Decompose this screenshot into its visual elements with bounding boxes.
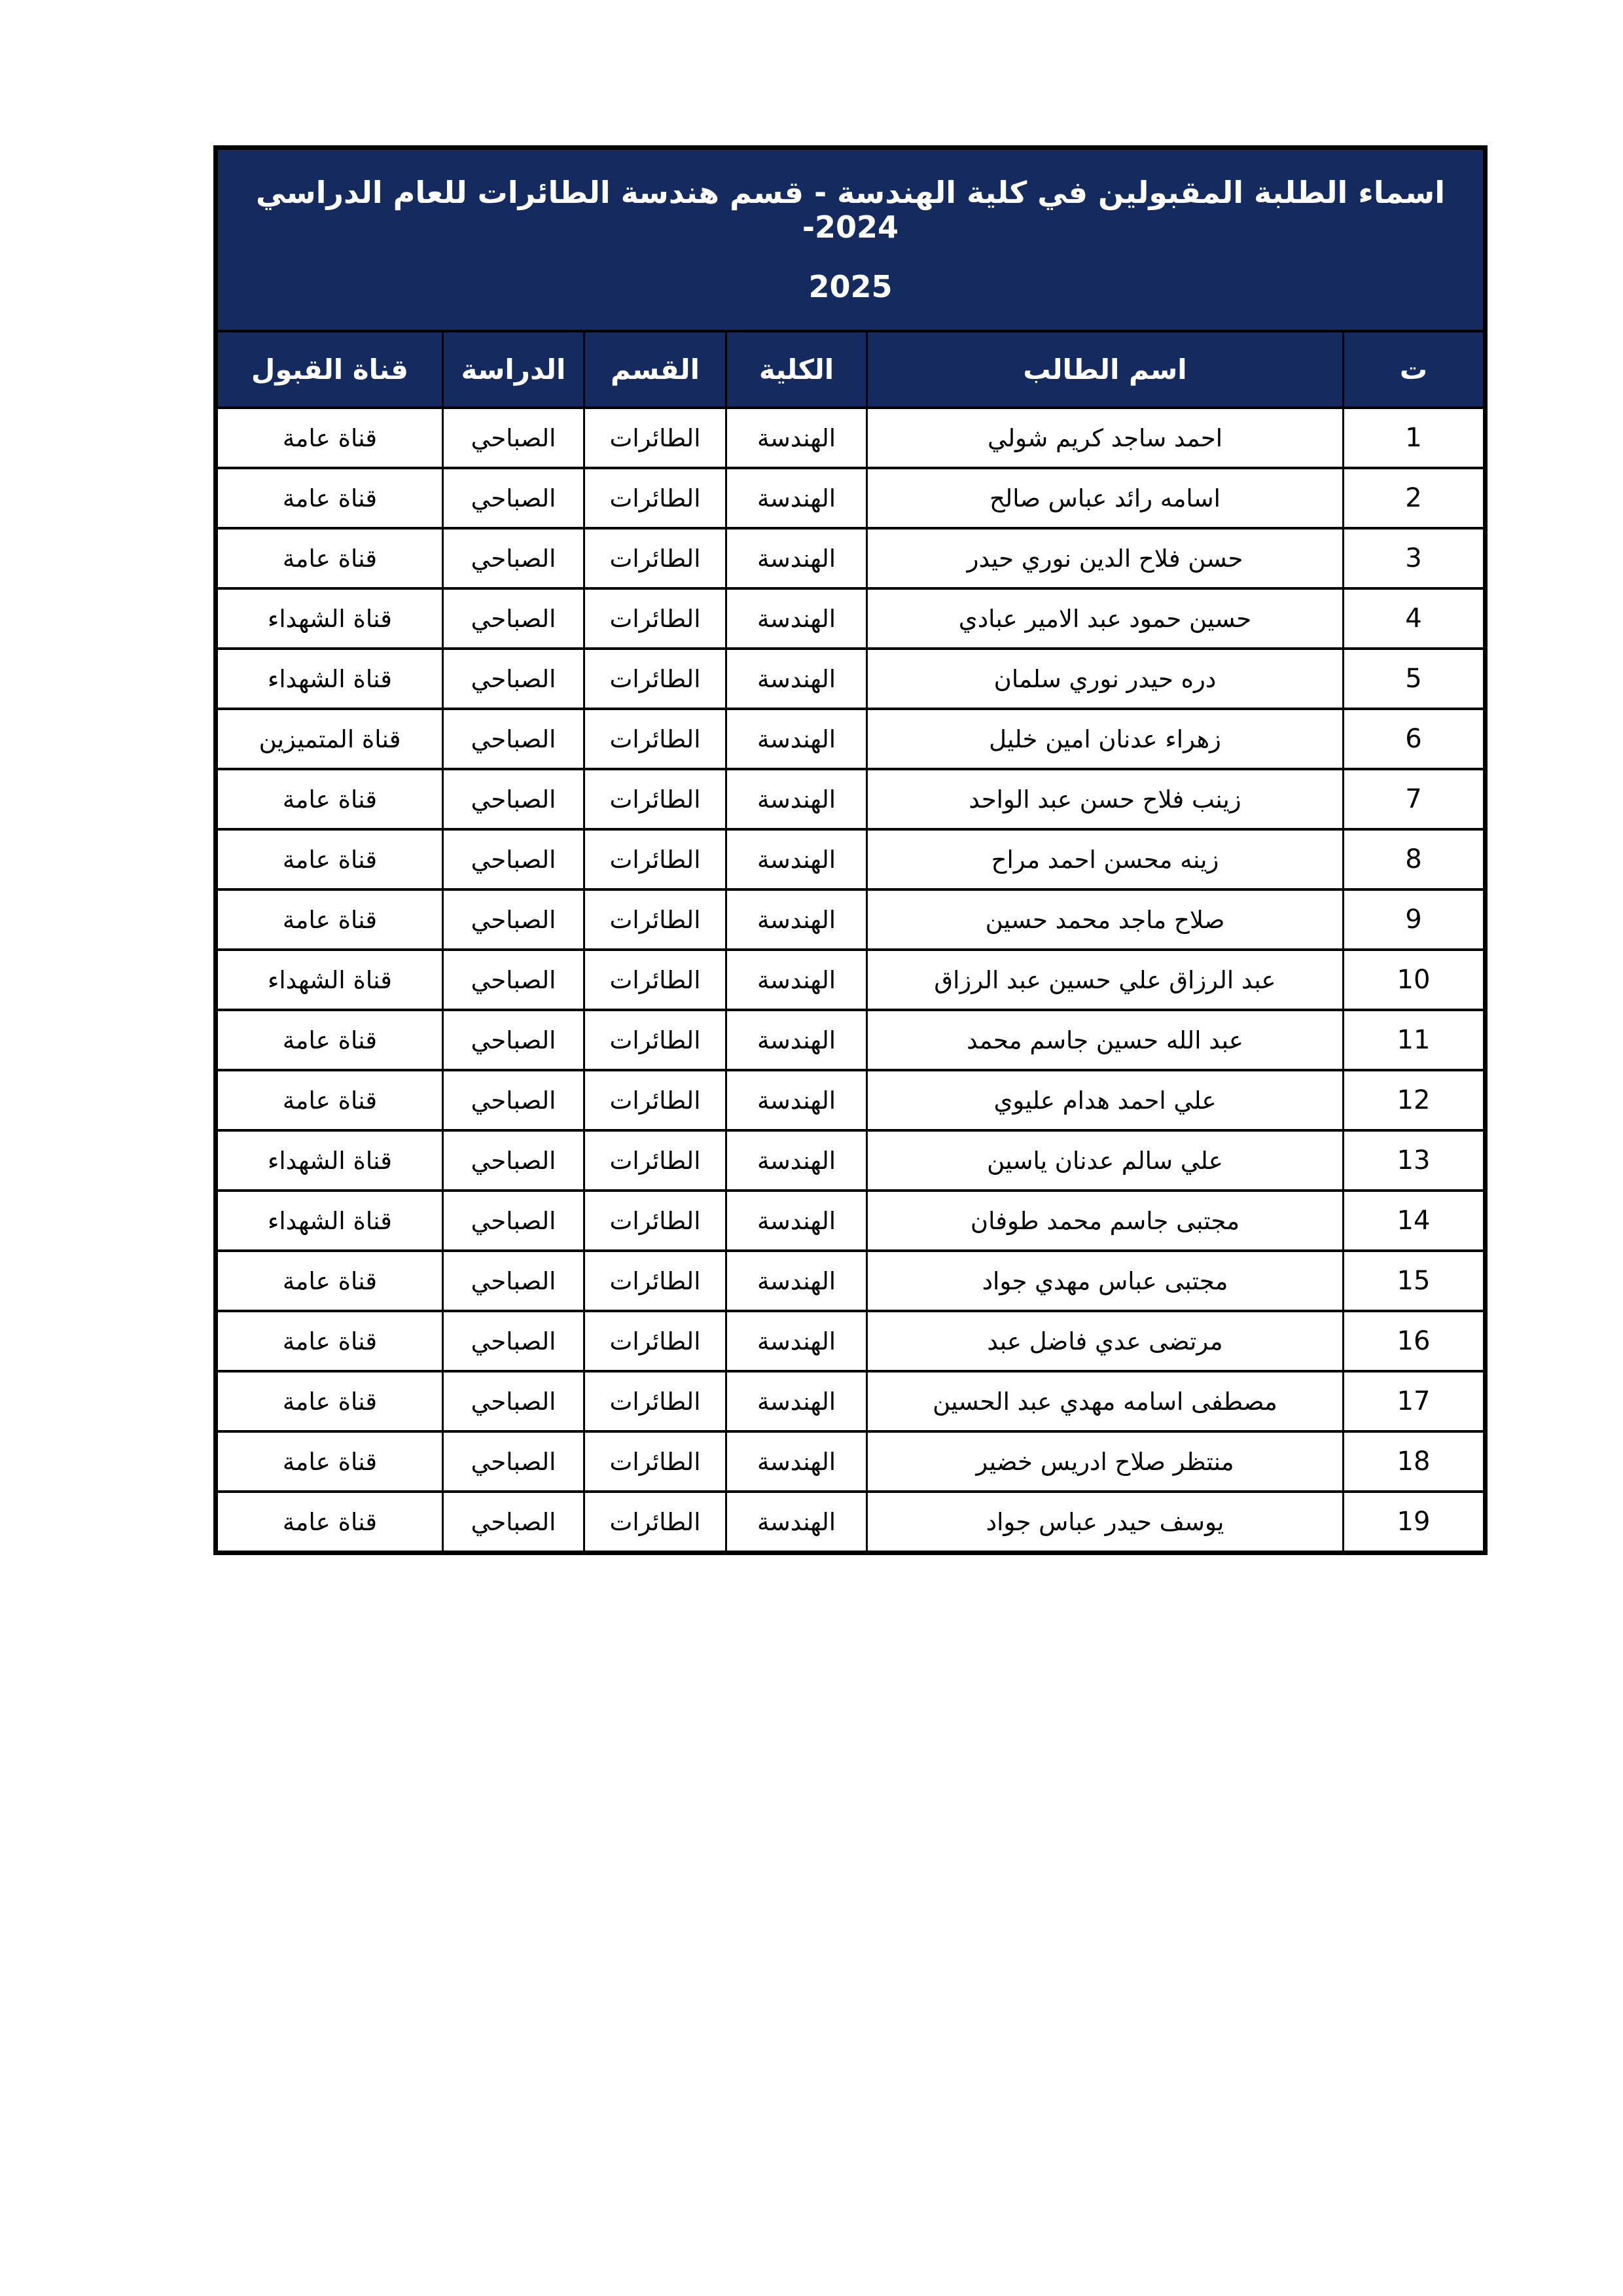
study-cell: الصباحي	[443, 829, 584, 889]
department-cell: الطائرات	[584, 1431, 726, 1492]
department-cell: الطائرات	[584, 1191, 726, 1251]
study-cell: الصباحي	[443, 1191, 584, 1251]
study-cell: الصباحي	[443, 408, 584, 468]
student-name-cell: عبد الله حسين جاسم محمد	[867, 1010, 1344, 1070]
row-number-cell: 11	[1344, 1010, 1486, 1070]
student-name-cell: منتظر صلاح ادريس خضير	[867, 1431, 1344, 1492]
admission-channel-cell: قناة عامة	[215, 889, 442, 950]
study-cell: الصباحي	[443, 1130, 584, 1191]
admission-channel-cell: قناة الشهداء	[215, 950, 442, 1010]
college-cell: الهندسة	[726, 1431, 867, 1492]
student-name-cell: يوسف حيدر عباس جواد	[867, 1492, 1344, 1553]
college-cell: الهندسة	[726, 1191, 867, 1251]
header-college: الكلية	[726, 331, 867, 408]
admission-channel-cell: قناة عامة	[215, 1070, 442, 1130]
student-name-cell: مجتبى جاسم محمد طوفان	[867, 1191, 1344, 1251]
header-no: ت	[1344, 331, 1486, 408]
table-row	[215, 1311, 1485, 1371]
college-cell: الهندسة	[726, 588, 867, 649]
row-number-cell: 3	[1344, 528, 1486, 588]
college-cell: الهندسة	[726, 408, 867, 468]
admission-channel-cell: قناة عامة	[215, 528, 442, 588]
student-name-cell: حسن فلاح الدين نوري حيدر	[867, 528, 1344, 588]
students-table	[213, 145, 1488, 1555]
department-cell: الطائرات	[584, 588, 726, 649]
student-name-cell: حسين حمود عبد الامير عبادي	[867, 588, 1344, 649]
department-cell: الطائرات	[584, 889, 726, 950]
header-department: القسم	[584, 331, 726, 408]
table-row	[215, 1431, 1485, 1492]
table-title-row	[215, 148, 1485, 332]
study-cell: الصباحي	[443, 1010, 584, 1070]
table-row	[215, 1010, 1485, 1070]
department-cell: الطائرات	[584, 1311, 726, 1371]
college-cell: الهندسة	[726, 1492, 867, 1553]
college-cell: الهندسة	[726, 1371, 867, 1431]
admission-channel-cell: قناة عامة	[215, 769, 442, 829]
study-cell: الصباحي	[443, 468, 584, 528]
college-cell: الهندسة	[726, 1010, 867, 1070]
admission-channel-cell: قناة عامة	[215, 468, 442, 528]
college-cell: الهندسة	[726, 769, 867, 829]
department-cell: الطائرات	[584, 468, 726, 528]
row-number-cell: 15	[1344, 1251, 1486, 1311]
college-cell: الهندسة	[726, 889, 867, 950]
row-number-cell: 5	[1344, 649, 1486, 709]
study-cell: الصباحي	[443, 528, 584, 588]
row-number-cell: 6	[1344, 709, 1486, 769]
admission-channel-cell: قناة عامة	[215, 1311, 442, 1371]
table-title-cell	[215, 148, 1485, 332]
admission-channel-cell: قناة عامة	[215, 1251, 442, 1311]
header-student-name: اسم الطالب	[867, 331, 1344, 408]
table-row	[215, 950, 1485, 1010]
student-name-cell: زهراء عدنان امين خليل	[867, 709, 1344, 769]
row-number-cell: 17	[1344, 1371, 1486, 1431]
admission-channel-cell: قناة عامة	[215, 408, 442, 468]
admission-channel-cell: قناة عامة	[215, 829, 442, 889]
student-name-cell: صلاح ماجد محمد حسين	[867, 889, 1344, 950]
study-cell: الصباحي	[443, 1070, 584, 1130]
department-cell: الطائرات	[584, 649, 726, 709]
table-row	[215, 588, 1485, 649]
table-row	[215, 528, 1485, 588]
table-row	[215, 649, 1485, 709]
table-row	[215, 709, 1485, 769]
study-cell: الصباحي	[443, 889, 584, 950]
table-row	[215, 1191, 1485, 1251]
table-row	[215, 468, 1485, 528]
department-cell: الطائرات	[584, 408, 726, 468]
college-cell: الهندسة	[726, 829, 867, 889]
department-cell: الطائرات	[584, 528, 726, 588]
student-name-cell: دره حيدر نوري سلمان	[867, 649, 1344, 709]
department-cell: الطائرات	[584, 950, 726, 1010]
admission-channel-cell: قناة عامة	[215, 1371, 442, 1431]
study-cell: الصباحي	[443, 588, 584, 649]
college-cell: الهندسة	[726, 649, 867, 709]
admission-channel-cell: قناة الشهداء	[215, 649, 442, 709]
row-number-cell: 4	[1344, 588, 1486, 649]
admission-channel-cell: قناة عامة	[215, 1431, 442, 1492]
table-title	[224, 150, 1476, 330]
department-cell: الطائرات	[584, 1130, 726, 1191]
study-cell: الصباحي	[443, 1492, 584, 1553]
row-number-cell: 8	[1344, 829, 1486, 889]
student-name-cell: احمد ساجد كريم شولي	[867, 408, 1344, 468]
study-cell: الصباحي	[443, 649, 584, 709]
college-cell: الهندسة	[726, 950, 867, 1010]
department-cell: الطائرات	[584, 1371, 726, 1431]
admission-channel-cell: قناة المتميزين	[215, 709, 442, 769]
department-cell: الطائرات	[584, 1010, 726, 1070]
department-cell: الطائرات	[584, 769, 726, 829]
table-row	[215, 1251, 1485, 1311]
table-row	[215, 889, 1485, 950]
table-row	[215, 769, 1485, 829]
college-cell: الهندسة	[726, 1130, 867, 1191]
row-number-cell: 1	[1344, 408, 1486, 468]
student-name-cell: علي احمد هدام عليوي	[867, 1070, 1344, 1130]
table-row	[215, 1492, 1485, 1553]
study-cell: الصباحي	[443, 950, 584, 1010]
student-name-cell: عبد الرزاق علي حسين عبد الرزاق	[867, 950, 1344, 1010]
department-cell: الطائرات	[584, 1070, 726, 1130]
row-number-cell: 18	[1344, 1431, 1486, 1492]
department-cell: الطائرات	[584, 709, 726, 769]
student-name-cell: اسامه رائد عباس صالح	[867, 468, 1344, 528]
table-row	[215, 1371, 1485, 1431]
row-number-cell: 14	[1344, 1191, 1486, 1251]
college-cell: الهندسة	[726, 1070, 867, 1130]
department-cell: الطائرات	[584, 1492, 726, 1553]
row-number-cell: 12	[1344, 1070, 1486, 1130]
table-header-row	[215, 331, 1485, 408]
table-row	[215, 829, 1485, 889]
admission-channel-cell: قناة عامة	[215, 1492, 442, 1553]
admission-channel-cell: قناة الشهداء	[215, 1130, 442, 1191]
students-table-wrap	[218, 145, 1488, 1555]
student-name-cell: مرتضى عدي فاضل عبد	[867, 1311, 1344, 1371]
student-name-cell: مجتبى عباس مهدي جواد	[867, 1251, 1344, 1311]
table-title-line2: 2025	[808, 269, 893, 305]
college-cell: الهندسة	[726, 709, 867, 769]
table-row	[215, 408, 1485, 468]
student-name-cell: علي سالم عدنان ياسين	[867, 1130, 1344, 1191]
header-study: الدراسة	[443, 331, 584, 408]
table-row	[215, 1130, 1485, 1191]
student-name-cell: زينه محسن احمد مراح	[867, 829, 1344, 889]
study-cell: الصباحي	[443, 1431, 584, 1492]
row-number-cell: 7	[1344, 769, 1486, 829]
study-cell: الصباحي	[443, 1371, 584, 1431]
study-cell: الصباحي	[443, 1311, 584, 1371]
admission-channel-cell: قناة الشهداء	[215, 1191, 442, 1251]
table-title-line1: اسماء الطلبة المقبولين في كلية الهندسة - قسم هندسة الطائرات للعام الدراسي 2024-	[255, 174, 1445, 245]
college-cell: الهندسة	[726, 1251, 867, 1311]
college-cell: الهندسة	[726, 528, 867, 588]
study-cell: الصباحي	[443, 1251, 584, 1311]
department-cell: الطائرات	[584, 829, 726, 889]
row-number-cell: 13	[1344, 1130, 1486, 1191]
row-number-cell: 19	[1344, 1492, 1486, 1553]
department-cell: الطائرات	[584, 1251, 726, 1311]
admission-channel-cell: قناة عامة	[215, 1010, 442, 1070]
table-row	[215, 1070, 1485, 1130]
college-cell: الهندسة	[726, 1311, 867, 1371]
study-cell: الصباحي	[443, 709, 584, 769]
row-number-cell: 9	[1344, 889, 1486, 950]
student-name-cell: زينب فلاح حسن عبد الواحد	[867, 769, 1344, 829]
row-number-cell: 10	[1344, 950, 1486, 1010]
row-number-cell: 16	[1344, 1311, 1486, 1371]
student-name-cell: مصطفى اسامه مهدي عبد الحسين	[867, 1371, 1344, 1431]
study-cell: الصباحي	[443, 769, 584, 829]
admission-channel-cell: قناة الشهداء	[215, 588, 442, 649]
college-cell: الهندسة	[726, 468, 867, 528]
header-admission-channel: قناة القبول	[215, 331, 442, 408]
row-number-cell: 2	[1344, 468, 1486, 528]
